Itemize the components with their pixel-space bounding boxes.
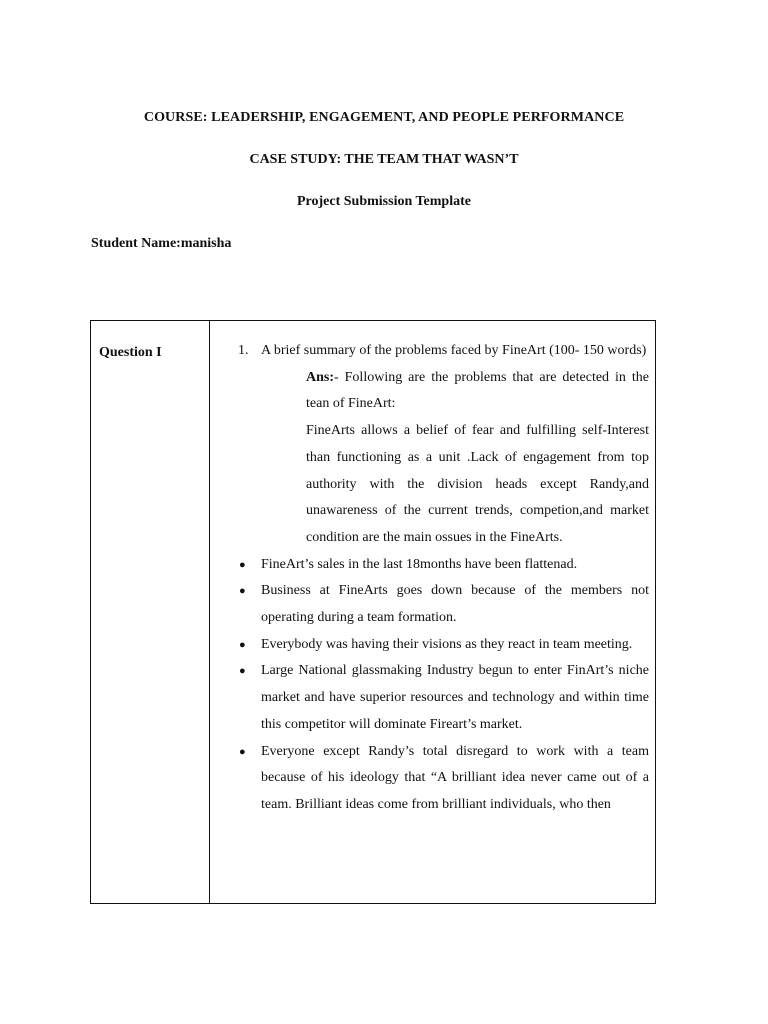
bullet-text: Everybody was having their visions as they react in team meeting. [261, 636, 633, 652]
bullet-icon: ● [239, 745, 246, 758]
question-item [209, 338, 656, 365]
list-item [209, 739, 656, 819]
list-item [209, 578, 656, 631]
question-label: Question I [99, 345, 162, 360]
answer-cell [209, 338, 656, 819]
list-item [209, 632, 656, 659]
course-title: COURSE: LEADERSHIP, ENGAGEMENT, AND PEOPLE PERFORMANCE [143, 110, 625, 125]
bullet-text: Large National glassmaking Industry begun to enter FinArt’s niche market and have superior resources and technology and within time this competitor will dominate Fireart’s market. [261, 663, 649, 732]
student-name-line [91, 236, 231, 252]
bullet-icon: ● [239, 638, 246, 651]
bullet-icon: ● [239, 665, 246, 678]
answer-intro [209, 365, 656, 418]
question-text: A brief summary of the problems faced by FineArt (100- 150 words) [261, 343, 647, 358]
list-item [209, 658, 656, 738]
case-study-title: CASE STUDY: THE TEAM THAT WASN’T [249, 152, 519, 167]
student-name-label: Student Name: [91, 236, 181, 251]
bullet-text: FineArt’s sales in the last 18months have been flattenad. [261, 556, 578, 572]
bullet-text: Everyone except Randy’s total disregard to work with a team because of his ideology that “A brilliant idea never came out of a team. Brilliant ideas come from brilliant individuals, who then [261, 743, 649, 812]
item-number: 1. [238, 343, 249, 358]
template-title: Project Submission Template [297, 194, 471, 209]
answer-intro-text: - Following are the problems that are detected in the tean of FineArt: [306, 369, 649, 412]
bullet-icon: ● [239, 585, 246, 598]
student-name-value: manisha [180, 236, 232, 251]
submission-table [90, 320, 656, 904]
list-item [209, 552, 656, 579]
bullet-text: Business at FineArts goes down because of the members not operating during a team formation. [261, 583, 649, 626]
bullet-icon: ● [239, 558, 246, 571]
answer-body: FineArts allows a belief of fear and fulfilling self-Interest than functioning as a unit .Lack of engagement from top authority with the division heads except Randy,and unawareness of the current trends, competion,and market condition are the main ossues in the FineArts. [306, 423, 649, 545]
answer-prefix: Ans: [306, 369, 335, 385]
